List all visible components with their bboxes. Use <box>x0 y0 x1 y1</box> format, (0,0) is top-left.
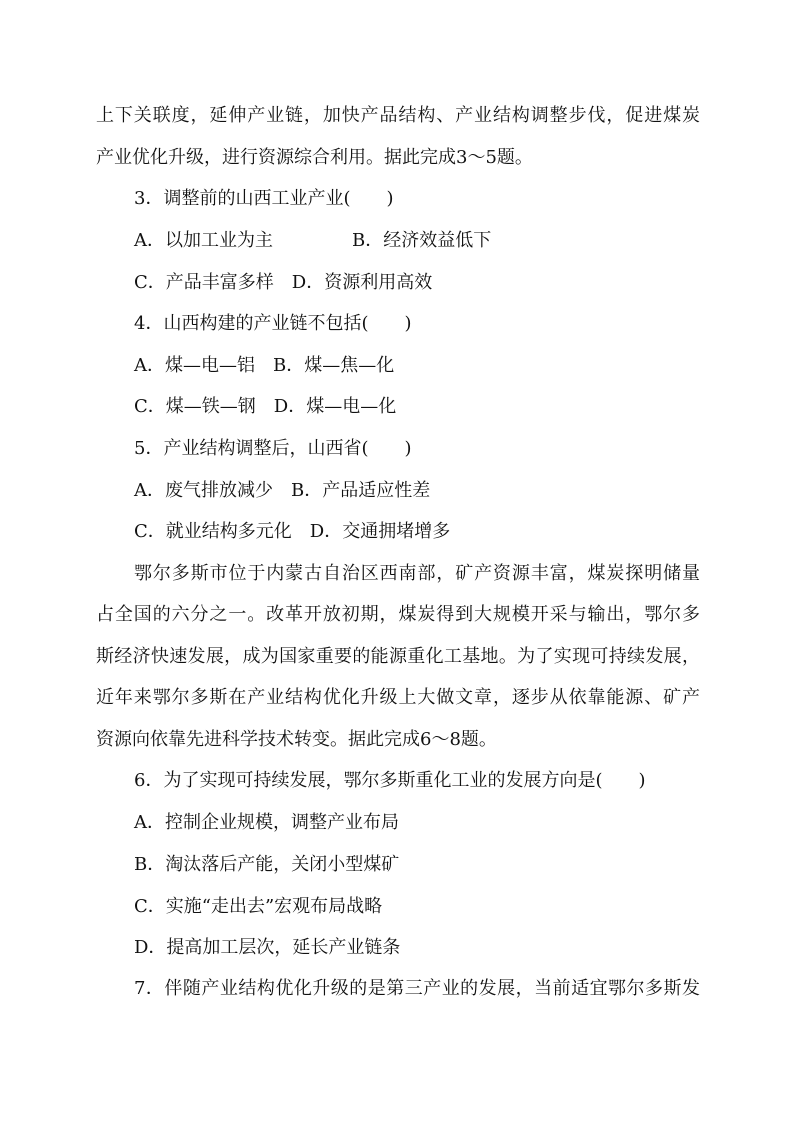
question-6-option-b: B．淘汰落后产能，关闭小型煤矿 <box>134 854 400 875</box>
question-3-stem: 3．调整前的山西工业产业( ) <box>134 188 394 209</box>
passage1-line-1: 上下关联度，延伸产业链，加快产品结构、产业结构调整步伐，促进煤炭 <box>96 105 700 126</box>
question-4-options-cd: C．煤—铁—钢 D．煤—电—化 <box>134 396 397 417</box>
question-5-stem: 5．产业结构调整后，山西省( ) <box>134 438 412 459</box>
question-7-stem: 7．伴随产业结构优化升级的是第三产业的发展，当前适宜鄂尔多斯发 <box>134 978 700 999</box>
passage2-line-1: 鄂尔多斯市位于内蒙古自治区西南部，矿产资源丰富，煤炭探明储量 <box>134 563 700 584</box>
question-5-options-ab: A．废气排放减少 B．产品适应性差 <box>134 480 431 501</box>
question-4-options-ab: A．煤—电—铝 B．煤—焦—化 <box>134 355 395 376</box>
passage2-line-5: 资源向依靠先进科学技术转变。据此完成6～8题。 <box>96 729 497 750</box>
question-6-option-a: A．控制企业规模，调整产业布局 <box>134 812 399 833</box>
passage2-line-3: 斯经济快速发展，成为国家重要的能源重化工基地。为了实现可持续发展， <box>96 646 700 667</box>
question-6-option-c: C．实施“走出去”宏观布局战略 <box>134 896 383 917</box>
passage2-line-4: 近年来鄂尔多斯在产业结构优化升级上大做文章，逐步从依靠能源、矿产 <box>96 687 700 708</box>
question-6-option-d: D．提高加工层次，延长产业链条 <box>134 937 401 958</box>
question-6-stem: 6．为了实现可持续发展，鄂尔多斯重化工业的发展方向是( ) <box>134 770 646 791</box>
question-5-options-cd: C．就业结构多元化 D．交通拥堵增多 <box>134 521 451 542</box>
passage1-line-2: 产业优化升级，进行资源综合利用。据此完成3～5题。 <box>96 147 533 168</box>
passage2-line-2: 占全国的六分之一。改革开放初期，煤炭得到大规模开采与输出，鄂尔多 <box>96 604 700 625</box>
question-3-option-a: A．以加工业为主 <box>134 230 273 251</box>
question-3-option-b: B．经济效益低下 <box>352 230 492 251</box>
question-4-stem: 4．山西构建的产业链不包括( ) <box>134 313 412 334</box>
question-3-options-cd: C．产品丰富多样 D．资源利用高效 <box>134 272 433 293</box>
